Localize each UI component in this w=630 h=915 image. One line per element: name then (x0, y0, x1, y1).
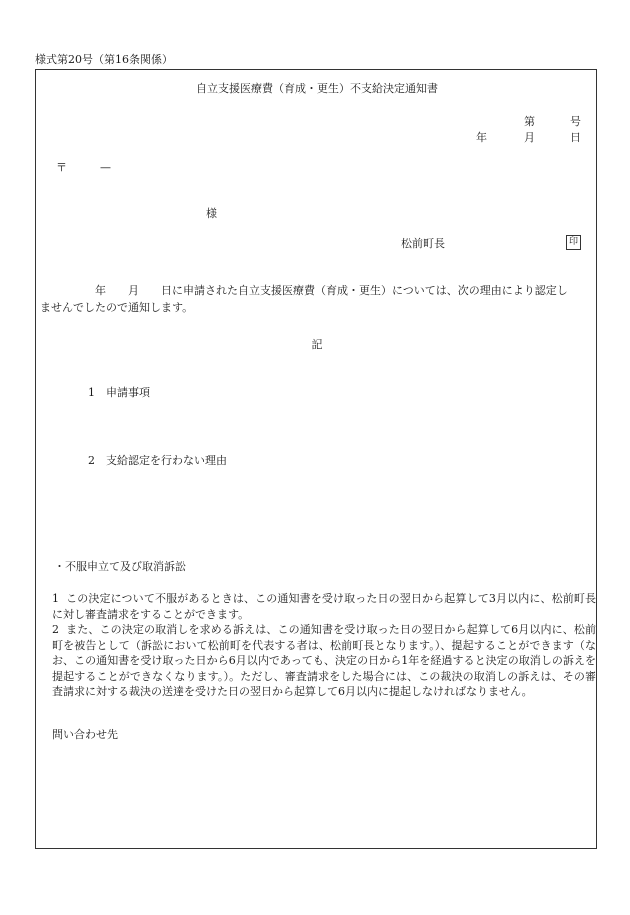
note-number: 1 (52, 592, 59, 605)
note-number: 2 (52, 623, 59, 636)
note-text: この決定について不服があるときは、この通知書を受け取った日の翌日から起算して3月以内に、松前町長に対し審査請求をすることができます。 (52, 592, 596, 621)
form-number-label: 様式第20号（第16条関係） (35, 53, 173, 66)
date-year: 年 (476, 131, 487, 144)
postal-mark: 〒 (56, 161, 67, 174)
appeal-note (52, 591, 596, 622)
notice-body-line-2: ませんでしたので通知します。 (40, 301, 194, 314)
item-denial-reason: 支給認定を行わない理由 (106, 454, 227, 467)
note-text: また、この決定の取消しを求める訴えは、この通知書を受け取った日の翌日から起算して6月以内に、松前町を被告として（訴訟において松前町を代表する者は、松前町長となります。）、提起することができます（なお、この通知書を受け取った日から6月以内であっても、決定の日から1年を経過すると決定の取消しの訴えを提起することができなくなります。）。ただし、審査請求をした場合には、この裁決の取消しの訴えは、その審査請求に対する裁決の送達を受けた日の翌日から起算して6月以内に提起しなければなりません。 (52, 623, 596, 698)
item-application-matters: 申請事項 (106, 386, 150, 399)
document-number-prefix: 第 (524, 115, 535, 128)
date-day: 日 (570, 131, 581, 144)
issuer-name: 松前町長 (401, 237, 445, 250)
seal-stamp: 印 (566, 235, 581, 250)
notice-body-line-1: 年 月 日に申請された自立支援医療費（育成・更生）については、次の理由により認定し (40, 284, 568, 297)
postal-code-dash: — (100, 161, 111, 174)
item-number: 1 (88, 386, 95, 399)
appeal-heading: ・不服申立て及び取消訴訟 (54, 560, 186, 573)
notice-body (40, 282, 594, 316)
document-number-suffix: 号 (570, 115, 581, 128)
notice-frame (35, 69, 597, 849)
addressee-honorific: 様 (206, 207, 217, 220)
ki-heading: 記 (311, 338, 323, 351)
appeal-note (52, 622, 596, 700)
contact-label: 問い合わせ先 (52, 728, 118, 741)
document-title: 自立支援医療費（育成・更生）不支給決定通知書 (196, 82, 438, 95)
date-month: 月 (524, 131, 535, 144)
item-number: 2 (88, 454, 95, 467)
